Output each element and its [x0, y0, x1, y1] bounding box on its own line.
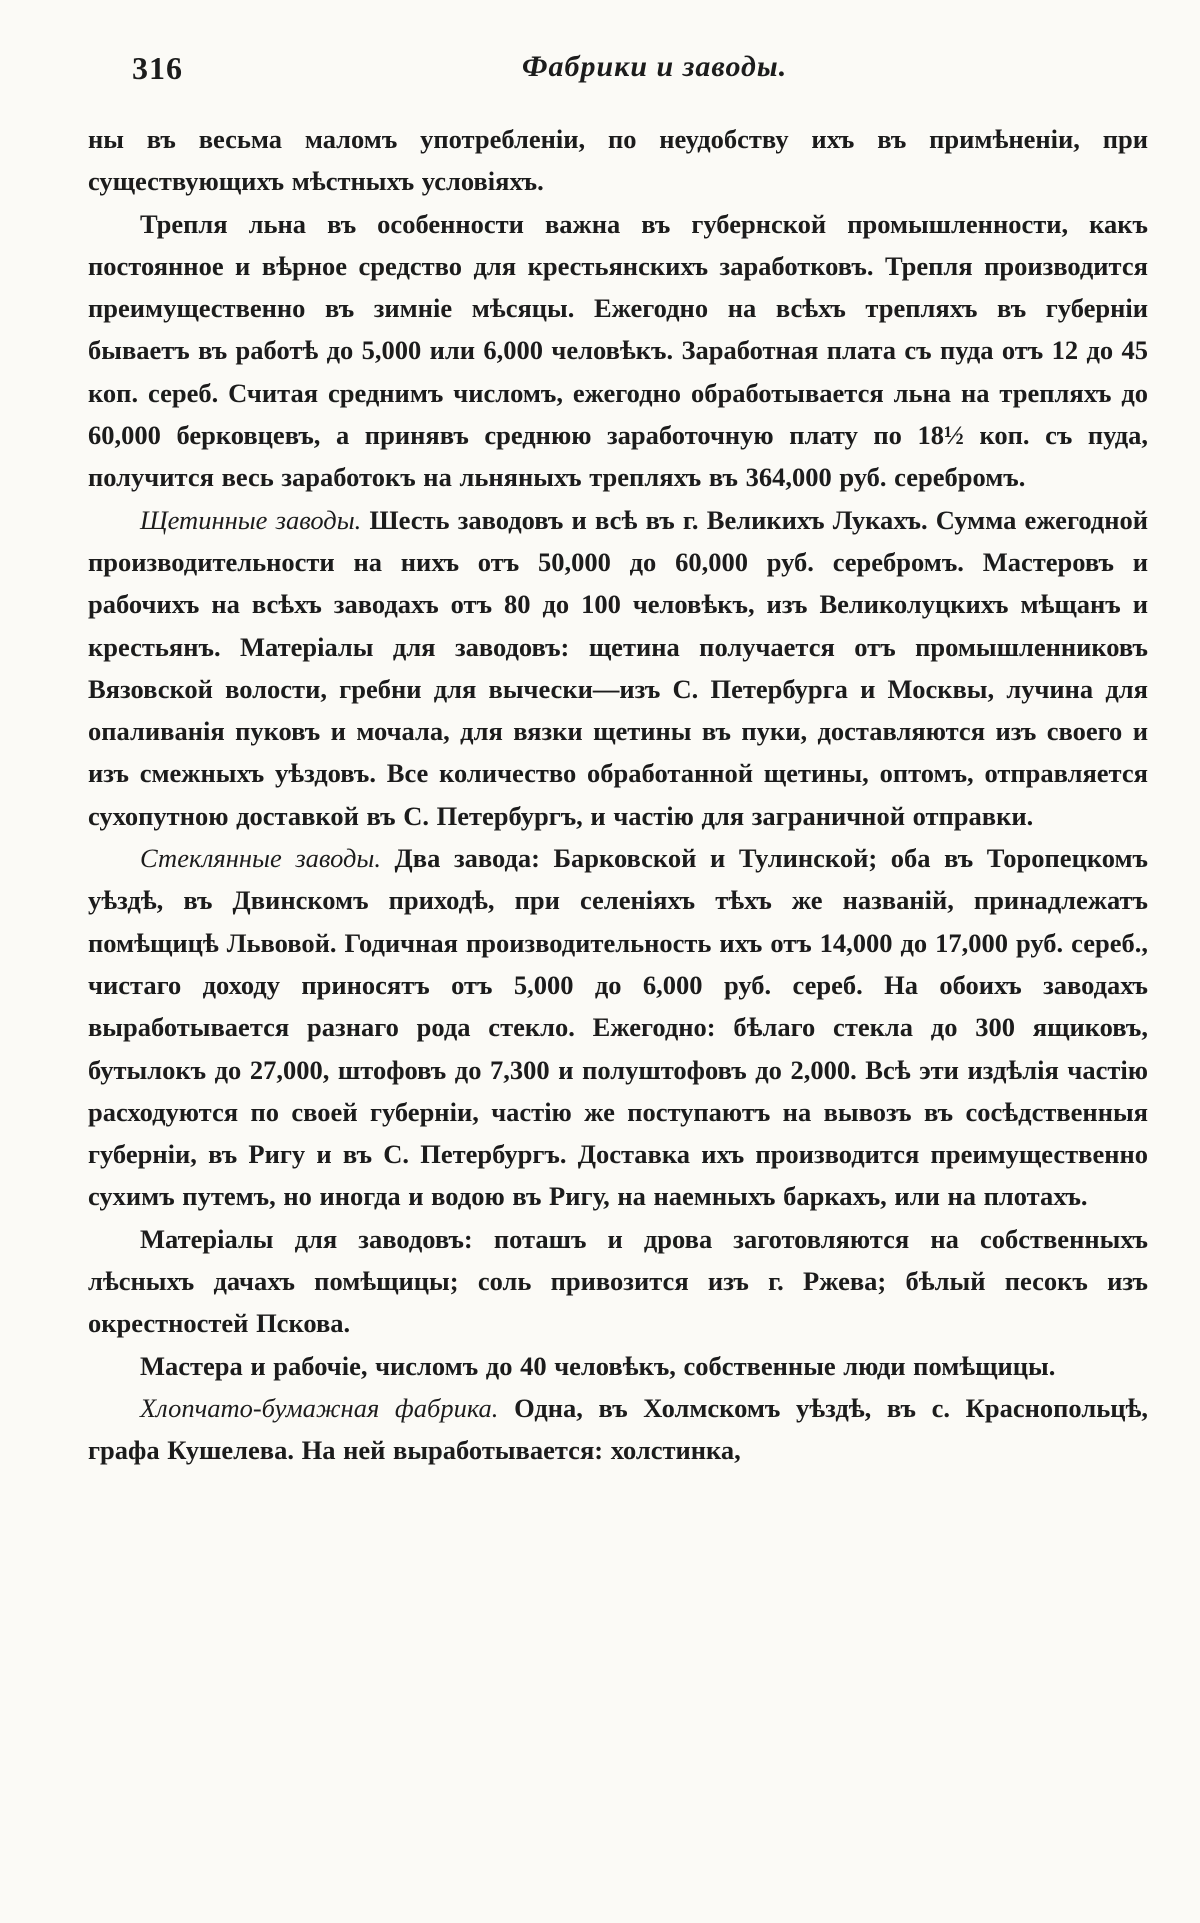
- paragraph-text: Шесть заводовъ и всѣ въ г. Великихъ Лукахъ. Сумма ежегодной производительности на нихъ отъ 50,000 до 60,000 руб. серебромъ. Мастеровъ и рабочихъ на всѣхъ заводахъ отъ 80 до 100 человѣкъ, изъ Великолуцкихъ мѣщанъ и крестьянъ. Матеріалы для заводовъ: щетина получается отъ промышленниковъ Вязовской волости, гребни для вычески—изъ С. Петербурга и Москвы, лучина для опаливанія пуковъ и мочала, для вязки щетины въ пуки, доставляются изъ своего и изъ смежныхъ уѣздовъ. Все количество обработанной щетины, оптомъ, отправляется сухопутною доставкой въ С. Петербургъ, и частію для заграничной отправки.: [88, 504, 1149, 831]
- section-lead: Стеклянные заводы.: [140, 843, 381, 874]
- page-number: 316: [132, 50, 183, 86]
- paragraph-bristle-works: [88, 499, 1148, 837]
- paragraph-cotton-factory: [88, 1387, 1148, 1472]
- running-title: Фабрики и заводы.: [522, 50, 788, 83]
- paragraph-text: ны въ весьма маломъ употребленіи, по неудобству ихъ въ примѣненіи, при существующихъ мѣстныхъ условіяхъ.: [88, 124, 1148, 197]
- section-lead: Щетинные заводы.: [140, 504, 362, 535]
- paragraph-text: Одна, въ Холмскомъ уѣздѣ, въ с. Краснопольцѣ, графа Кушелева. На ней выработывается: холстинка,: [88, 1392, 1149, 1466]
- running-head: [132, 50, 1152, 96]
- paragraph-text: Матеріалы для заводовъ: поташъ и дрова заготовляются на собственныхъ лѣсныхъ дачахъ помѣщицы; соль привозится изъ г. Ржева; бѣлый песокъ изъ окрестностей Пскова.: [88, 1223, 1148, 1339]
- paragraph-workers: [88, 1345, 1148, 1387]
- paragraph-materials: [88, 1218, 1148, 1345]
- paragraph-text: Два завода: Барковской и Тулинской; оба въ Торопецкомъ уѣздѣ, въ Двинскомъ приходѣ, при селеніяхъ тѣхъ же названій, принадлежатъ помѣщицѣ Львовой. Годичная производительность ихъ отъ 14,000 до 17,000 руб. сереб., чистаго доходу приносятъ отъ 5,000 до 6,000 руб. сереб. На обоихъ заводахъ выработывается разнаго рода стекло. Ежегодно: бѣлаго стекла до 300 ящиковъ, бутылокъ до 27,000, штофовъ до 7,300 и полуштофовъ до 2,000. Всѣ эти издѣлія частію расходуются по своей губерніи, частію же поступаютъ на вывозъ въ сосѣдственныя губерніи, въ Ригу и въ С. Петербургъ. Доставка ихъ производится преимущественно сухимъ путемъ, но иногда и водою въ Ригу, на наемныхъ баркахъ, или на плотахъ.: [88, 843, 1148, 1212]
- paragraph-text: Мастера и рабочіе, числомъ до 40 человѣкъ, собственные люди помѣщицы.: [140, 1350, 1056, 1381]
- paragraph-flax-scutching: [88, 203, 1148, 499]
- body-text: [88, 118, 1148, 1472]
- paragraph: [88, 118, 1148, 203]
- paragraph-glass-works: [88, 837, 1148, 1218]
- section-lead: Хлопчато-бумажная фабрика.: [140, 1392, 499, 1423]
- paragraph-text: Трепля льна въ особенности важна въ губернской промышленности, какъ постоянное и вѣрное средство для крестьянскихъ заработковъ. Трепля производится преимущественно въ зимніе мѣсяцы. Ежегодно на всѣхъ трепляхъ въ губерніи бываетъ въ работѣ до 5,000 или 6,000 человѣкъ. Заработная плата съ пуда отъ 12 до 45 коп. сереб. Считая среднимъ числомъ, ежегодно обработывается льна на трепляхъ до 60,000 берковцевъ, а принявъ среднюю заработочную плату по 18½ коп. съ пуда, получится весь заработокъ на льняныхъ трепляхъ въ 364,000 руб. серебромъ.: [88, 208, 1148, 493]
